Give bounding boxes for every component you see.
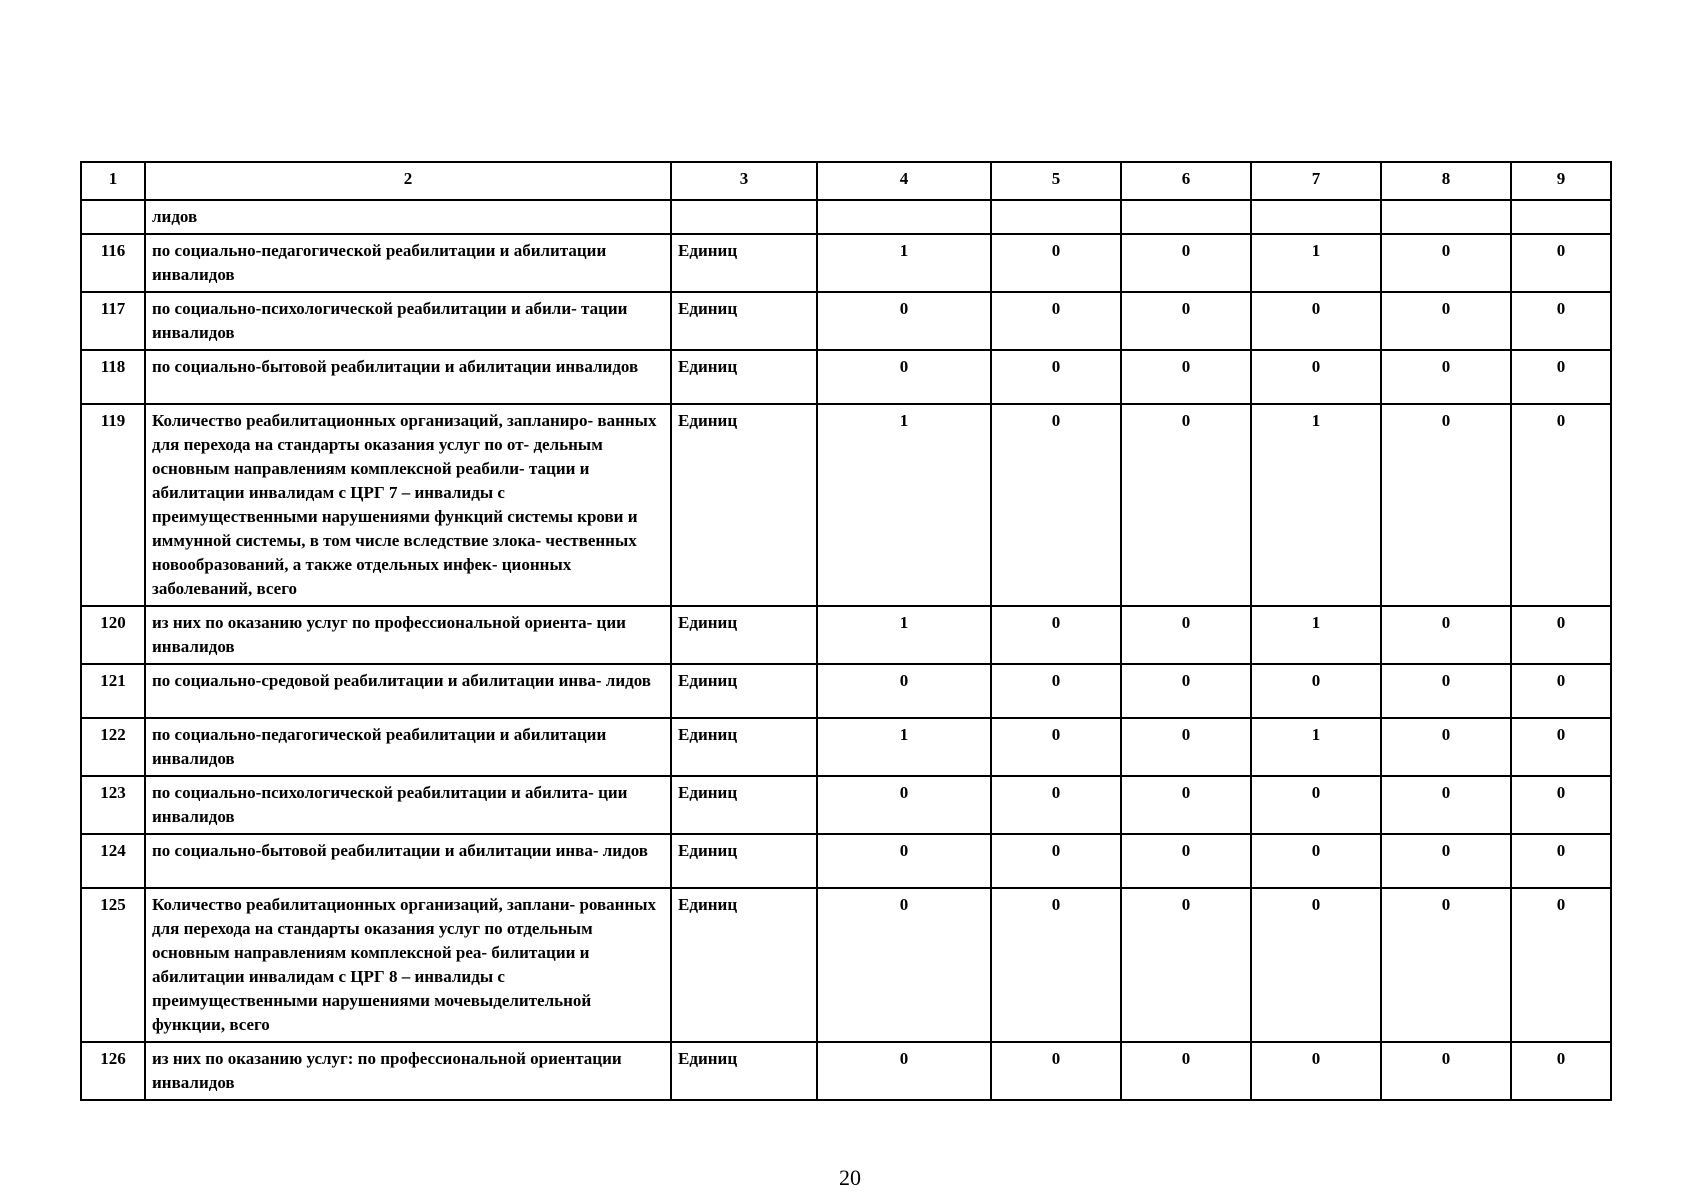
row-unit: Единиц <box>671 404 817 606</box>
table-row <box>81 834 1611 888</box>
table-row <box>81 292 1611 350</box>
header-row <box>81 162 1611 200</box>
row-value: 0 <box>991 718 1121 776</box>
row-value: 0 <box>991 350 1121 404</box>
row-value: 1 <box>817 718 991 776</box>
row-value: 0 <box>1251 664 1381 718</box>
page-number: 20 <box>839 1165 861 1190</box>
row-value: 0 <box>1121 718 1251 776</box>
row-value: 0 <box>1381 350 1511 404</box>
table-row <box>81 1042 1611 1100</box>
row-description: по социально-психологической реабилитации и абилита- ции инвалидов <box>145 776 671 834</box>
row-value: 0 <box>1381 888 1511 1042</box>
row-value: 0 <box>991 776 1121 834</box>
row-number: 124 <box>81 834 145 888</box>
row-value: 0 <box>817 350 991 404</box>
table-body <box>81 162 1611 1100</box>
row-value: 0 <box>1121 888 1251 1042</box>
row-value: 0 <box>1251 776 1381 834</box>
column-header: 2 <box>145 162 671 200</box>
row-number: 121 <box>81 664 145 718</box>
row-description: Количество реабилитационных организаций, запланиро- ванных для перехода на стандарты оказания услуг по от- дельным основным направлениям комплексной реабили- тации и абилитации инвалидам с ЦРГ 7 – инвалиды с преимущественными нарушениями функций системы крови и иммунной системы, в том числе вследствие злока- чественных новообразований, а также отдельных инфек- ционных заболеваний, всего <box>145 404 671 606</box>
row-number: 119 <box>81 404 145 606</box>
table-row <box>81 776 1611 834</box>
row-value <box>1121 200 1251 234</box>
table-row <box>81 404 1611 606</box>
table-row <box>81 888 1611 1042</box>
table-row <box>81 718 1611 776</box>
row-value: 1 <box>817 234 991 292</box>
row-value: 0 <box>1511 606 1611 664</box>
row-number: 122 <box>81 718 145 776</box>
row-description: из них по оказанию услуг по профессиональной ориента- ции инвалидов <box>145 606 671 664</box>
row-value: 0 <box>1381 718 1511 776</box>
row-value: 0 <box>991 234 1121 292</box>
row-value: 0 <box>1511 664 1611 718</box>
data-table <box>80 161 1612 1101</box>
row-value: 0 <box>1381 1042 1511 1100</box>
row-value: 0 <box>1121 350 1251 404</box>
row-value: 0 <box>1121 664 1251 718</box>
row-unit: Единиц <box>671 776 817 834</box>
row-value: 0 <box>1381 664 1511 718</box>
row-description: по социально-педагогической реабилитации и абилитации инвалидов <box>145 234 671 292</box>
row-value: 0 <box>1511 350 1611 404</box>
row-number: 120 <box>81 606 145 664</box>
row-value: 0 <box>1251 834 1381 888</box>
row-unit: Единиц <box>671 292 817 350</box>
row-unit: Единиц <box>671 834 817 888</box>
row-value: 0 <box>991 606 1121 664</box>
row-value: 0 <box>1511 776 1611 834</box>
row-description: по социально-психологической реабилитации и абили- тации инвалидов <box>145 292 671 350</box>
row-value: 0 <box>991 404 1121 606</box>
row-value: 1 <box>1251 404 1381 606</box>
row-value: 1 <box>817 404 991 606</box>
row-unit: Единиц <box>671 718 817 776</box>
row-value: 0 <box>991 1042 1121 1100</box>
row-value: 0 <box>1121 606 1251 664</box>
row-value: 0 <box>1251 350 1381 404</box>
column-header: 3 <box>671 162 817 200</box>
row-unit: Единиц <box>671 606 817 664</box>
row-value: 0 <box>1511 888 1611 1042</box>
row-unit: Единиц <box>671 234 817 292</box>
row-value: 0 <box>1121 404 1251 606</box>
table-row <box>81 234 1611 292</box>
table-row <box>81 350 1611 404</box>
row-value: 0 <box>817 888 991 1042</box>
row-value: 0 <box>1511 1042 1611 1100</box>
row-value: 0 <box>991 664 1121 718</box>
column-header: 1 <box>81 162 145 200</box>
row-value: 0 <box>1121 776 1251 834</box>
row-value: 0 <box>1381 234 1511 292</box>
column-header: 5 <box>991 162 1121 200</box>
row-value: 0 <box>1121 234 1251 292</box>
row-value: 0 <box>991 888 1121 1042</box>
row-unit <box>671 200 817 234</box>
row-value: 0 <box>1121 834 1251 888</box>
row-value: 1 <box>1251 606 1381 664</box>
row-value: 1 <box>1251 718 1381 776</box>
column-header: 8 <box>1381 162 1511 200</box>
row-value: 0 <box>1381 776 1511 834</box>
row-value: 0 <box>991 292 1121 350</box>
row-unit: Единиц <box>671 1042 817 1100</box>
row-unit: Единиц <box>671 664 817 718</box>
row-value: 0 <box>817 776 991 834</box>
row-value <box>1511 200 1611 234</box>
row-value <box>991 200 1121 234</box>
table-row <box>81 664 1611 718</box>
row-value: 0 <box>1381 292 1511 350</box>
row-value: 0 <box>991 834 1121 888</box>
row-description: по социально-педагогической реабилитации и абилитации инвалидов <box>145 718 671 776</box>
row-unit: Единиц <box>671 888 817 1042</box>
row-value: 0 <box>1381 404 1511 606</box>
row-value: 0 <box>817 292 991 350</box>
table-row <box>81 606 1611 664</box>
row-unit: Единиц <box>671 350 817 404</box>
row-value: 0 <box>1381 606 1511 664</box>
row-description: по социально-средовой реабилитации и абилитации инва- лидов <box>145 664 671 718</box>
row-description: Количество реабилитационных организаций, заплани- рованных для перехода на стандарты оказания услуг по отдельным основным направлениям комплексной реа- билитации и абилитации инвалидам с ЦРГ 8 – инвалиды с преимущественными нарушениями мочевыделительной функции, всего <box>145 888 671 1042</box>
row-value: 0 <box>1381 834 1511 888</box>
row-description: из них по оказанию услуг: по профессиональной ориентации инвалидов <box>145 1042 671 1100</box>
row-number: 118 <box>81 350 145 404</box>
column-header: 7 <box>1251 162 1381 200</box>
row-value: 0 <box>1511 234 1611 292</box>
row-value: 1 <box>817 606 991 664</box>
column-header: 6 <box>1121 162 1251 200</box>
table-row <box>81 200 1611 234</box>
row-value: 0 <box>817 1042 991 1100</box>
row-description: лидов <box>145 200 671 234</box>
row-value: 0 <box>817 834 991 888</box>
row-number: 123 <box>81 776 145 834</box>
row-value: 0 <box>1511 718 1611 776</box>
row-value: 0 <box>1251 292 1381 350</box>
row-number: 125 <box>81 888 145 1042</box>
row-value: 0 <box>1511 404 1611 606</box>
row-value: 0 <box>1121 292 1251 350</box>
row-value <box>1251 200 1381 234</box>
row-value: 0 <box>1511 834 1611 888</box>
row-value <box>817 200 991 234</box>
row-number: 116 <box>81 234 145 292</box>
row-value <box>1381 200 1511 234</box>
row-value: 1 <box>1251 234 1381 292</box>
row-number: 126 <box>81 1042 145 1100</box>
row-number: 117 <box>81 292 145 350</box>
column-header: 4 <box>817 162 991 200</box>
column-header: 9 <box>1511 162 1611 200</box>
row-description: по социально-бытовой реабилитации и абилитации инва- лидов <box>145 834 671 888</box>
row-description: по социально-бытовой реабилитации и абилитации инвалидов <box>145 350 671 404</box>
row-value: 0 <box>1251 888 1381 1042</box>
row-value: 0 <box>1511 292 1611 350</box>
row-value: 0 <box>817 664 991 718</box>
row-value: 0 <box>1251 1042 1381 1100</box>
row-number <box>81 200 145 234</box>
row-value: 0 <box>1121 1042 1251 1100</box>
